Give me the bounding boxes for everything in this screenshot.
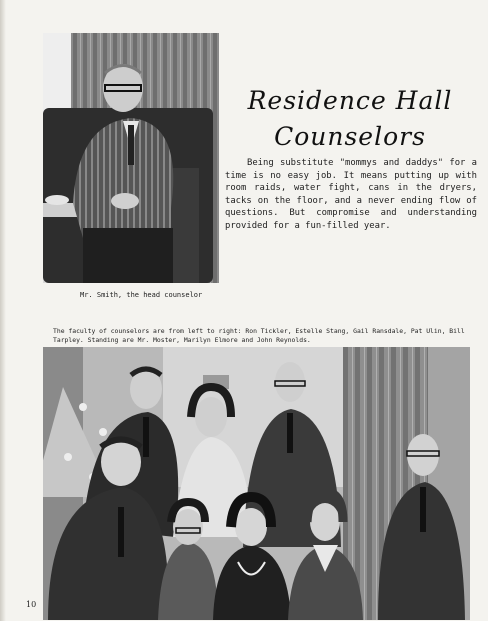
- page-spine-shadow: [0, 0, 6, 621]
- intro-paragraph: Being substitute "mommys and daddys" for a time is no easy job. It means putting up with room raids, water fight, cans in the dryers, tacks on the floor, and a never ending flow of questions. But compromise and understanding provided for a fun-filled year.: [225, 158, 477, 231]
- page-title-line-2: Counselors: [274, 122, 426, 151]
- head-counselor-caption: Mr. Smith, the head counselor: [80, 291, 203, 299]
- counselors-group-photo: [43, 347, 470, 620]
- page-number: 10: [26, 600, 37, 609]
- group-photo-caption: The faculty of counselors are from left to right: Ron Tickler, Estelle Stang, Gail Ransdale, Pat Ulin, Bill Tarpley. Standing are Mr. Moster, Marilyn Elmore and John Reynolds.: [53, 327, 465, 344]
- head-counselor-photo: [43, 33, 219, 283]
- page-title-line-1: Residence Hall: [247, 86, 453, 115]
